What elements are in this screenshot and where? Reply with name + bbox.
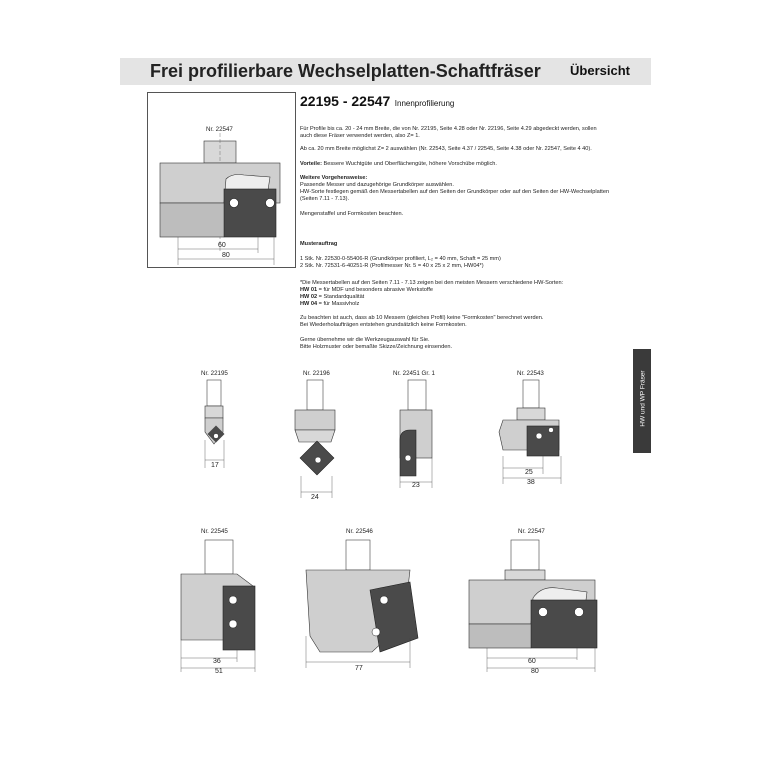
selection-line2: Bitte Holzmuster oder bemaßte Skizze/Zeichnung einsenden. (300, 344, 453, 350)
advantages-label: Vorteile: (300, 161, 322, 167)
product-subtitle: Innenprofilierung (394, 99, 455, 108)
tool-22546-label: Nr. 22546 (346, 528, 373, 535)
main-dim-outer: 80 (222, 252, 230, 259)
page-title: Frei profilierbare Wechselplatten-Schaftfräser (150, 61, 541, 81)
selection-line1: Gerne übernehme wir die Werkzeugauswahl für Sie. (300, 337, 430, 343)
formkosten-line2: Bei Wiederholaufträgen entstehen grundsätzlich keine Formkosten. (300, 322, 467, 328)
main-tool-drawing (148, 93, 295, 267)
hw04-text: = für Massivholz (318, 301, 360, 307)
tool-22196-label: Nr. 22196 (303, 370, 330, 377)
tool-22546-drawing (300, 540, 420, 670)
tool-22451-dim: 23 (412, 482, 420, 489)
main-figure-label: Nr. 22547 (206, 126, 233, 133)
side-tab (633, 349, 651, 453)
tool-22546-dim: 77 (355, 665, 363, 672)
example-block (300, 241, 610, 248)
tool-22451-label: Nr. 22451 Gr. 1 (393, 370, 435, 377)
example-lines (300, 256, 610, 270)
tool-22196-drawing (287, 380, 347, 500)
intro-p5: Mengenstaffel und Formkosten beachten. (300, 211, 404, 217)
hw02-label: HW 02 (300, 294, 318, 300)
example-heading: Musterauftrag (300, 241, 338, 247)
formkosten-line1: Zu beachten ist auch, dass ab 10 Messern (gleiches Profil) keine "Formkosten" berechnet werden. (300, 315, 544, 321)
tool-22547-drawing (465, 540, 605, 675)
procedure-line2: HW-Sorte festlegen gemäß den Messertabellen auf den Seiten der Grundkörper oder auf den Seiten der HW-Wechselplatten (Seiten 7.11 - 7.13). (300, 189, 610, 202)
formkosten-note (300, 315, 610, 329)
hw-note: *Die Messertabellen auf den Seiten 7.11 - 7.13 zeigen bei den meisten Messern verschiedene HW-Sorten: (300, 280, 564, 286)
hw-notes (300, 280, 610, 308)
tool-22543-dim-inner: 25 (525, 469, 533, 476)
procedure-line1: Passende Messer und dazugehörige Grundkörper auswählen. (300, 182, 454, 188)
intro-p4 (300, 175, 610, 203)
advantages-text: Bessere Wuchtgüte und Oberflächengüte, höhere Vorschübe möglich. (323, 161, 497, 167)
tool-22545-dim-outer: 51 (215, 668, 223, 675)
tool-22547-label: Nr. 22547 (518, 528, 545, 535)
tool-22196-dim: 24 (311, 494, 319, 501)
intro-p3 (300, 161, 610, 168)
tool-22543-dim-outer: 38 (527, 479, 535, 486)
tool-22547-dim-inner: 60 (528, 658, 536, 665)
hw02-text: = Standardqualität (318, 294, 365, 300)
header-bar (120, 58, 651, 85)
tool-22545-dim-inner: 36 (213, 658, 221, 665)
tool-22545-label: Nr. 22545 (201, 528, 228, 535)
tool-22195-dim: 17 (211, 462, 219, 469)
hw04-label: HW 04 (300, 301, 318, 307)
main-dim-inner: 60 (218, 242, 226, 249)
tool-22195-label: Nr. 22195 (201, 370, 228, 377)
main-figure-box (147, 92, 296, 268)
example-line1: 1 Stk. Nr. 22530-0-55406-R (Grundkörper profiliert, L₂ = 40 mm, Schaft = 25 mm) (300, 256, 501, 262)
hw01-label: HW 01 (300, 287, 318, 293)
tool-22543-label: Nr. 22543 (517, 370, 544, 377)
tool-22543-drawing (495, 380, 575, 490)
tool-22545-drawing (175, 540, 265, 675)
procedure-heading: Weitere Vorgehensweise: (300, 175, 368, 181)
tool-22451-drawing (390, 380, 450, 490)
product-heading (300, 93, 454, 111)
intro-p1: Für Profile bis ca. 20 - 24 mm Breite, die von Nr. 22195, Seite 4.28 oder Nr. 22196, Seite 4.29 abgedeckt werden, sollen auch diese Fräser verwendet werden, also Z= 1. (300, 126, 597, 139)
tool-22195-drawing (185, 380, 245, 470)
intro-p2: Ab ca. 20 mm Breite möglichst Z= 2 auswählen (Nr. 22543, Seite 4.37 / 22545, Seite 4.38 oder Nr. 22547, Seite 4 40). (300, 146, 592, 152)
overview-label: Übersicht (570, 63, 630, 78)
tool-22547-dim-outer: 80 (531, 668, 539, 675)
side-tab-label: HW und WP Fräser (639, 370, 647, 427)
hw01-text: = für MDF und besonders abrasive Werkstoffe (318, 287, 434, 293)
selection-note (300, 337, 610, 351)
product-number: 22195 - 22547 (300, 93, 391, 109)
example-line2: 2 Stk. Nr. 72531-6-40251-R (Profilmesser Nr. 5 = 40 x 25 x 2 mm, HW04*) (300, 263, 484, 269)
